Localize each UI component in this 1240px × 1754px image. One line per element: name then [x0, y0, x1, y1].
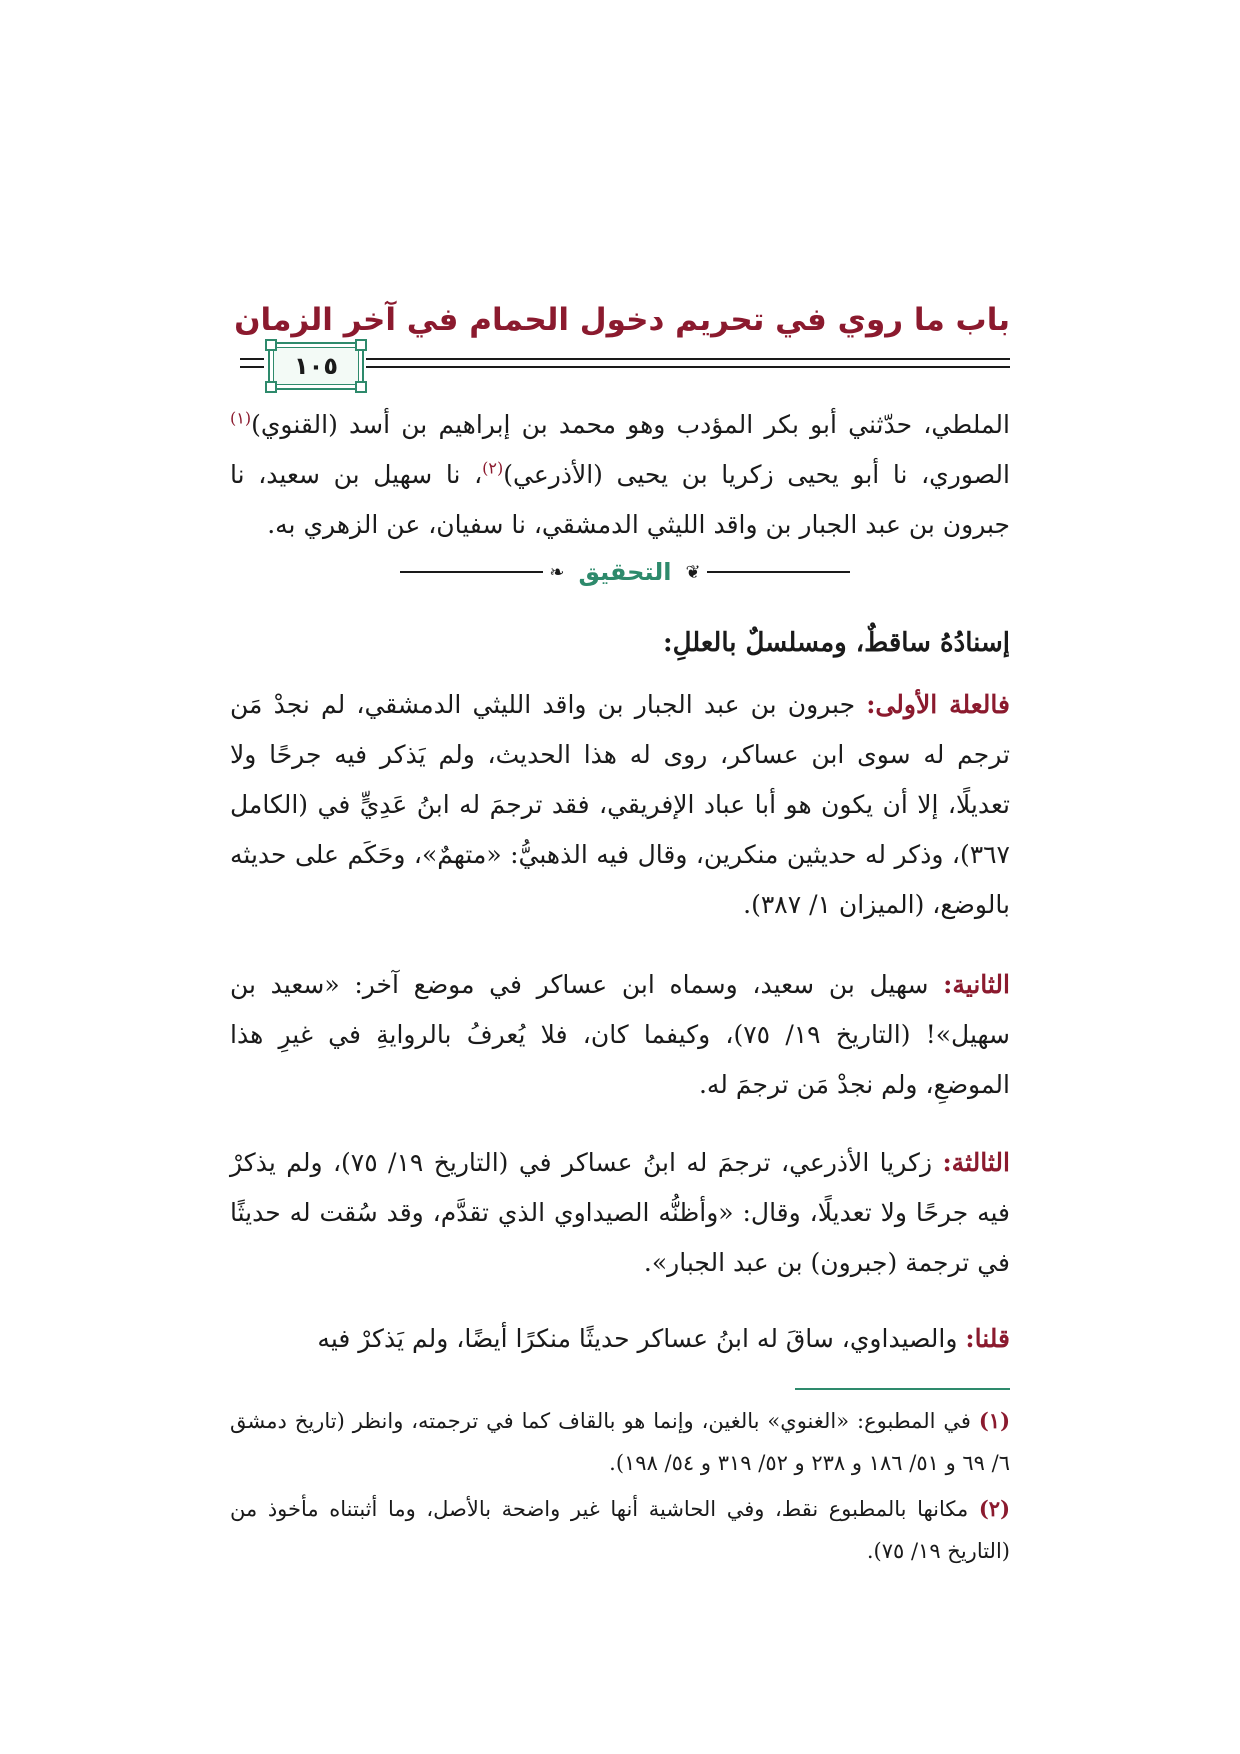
header-rule-right [366, 358, 1010, 360]
footnote-ref[interactable]: (١) [230, 408, 252, 428]
isnad-text: ، نا سهيل بن سعيد، نا جبرون بن عبد الجبار بن واقد الليثي الدمشقي، نا سفيان، عن الزهري به. [230, 460, 1010, 539]
badge-corner-ornament [355, 339, 367, 351]
footnote-item [230, 1400, 1010, 1484]
section-title: التحقيق [578, 558, 672, 586]
header-rule-left-lower [240, 366, 264, 368]
footnote-item [230, 1488, 1010, 1572]
paragraph-text: زكريا الأذرعي، ترجمَ له ابنُ عساكر في (التاريخ ١٩/ ٧٥)، ولم يذكرْ فيه جرحًا ولا تعديلًا، وقال: «وأظنُّه الصيداوي الذي تقدَّم، وقد سُقت له حديثًا في ترجمة (جبرون) بن عبد الجبار». [230, 1148, 1010, 1277]
footnote-text: في المطبوع: «الغنوي» بالغين، وإنما هو بالقاف كما في ترجمته، وانظر (تاريخ دمشق ٦/ ٦٩ و ٥١/ ١٨٦ و ٢٣٨ و ٥٢/ ٣١٩ و ٥٤/ ١٩٨). [230, 1409, 1010, 1475]
divider-line [707, 571, 850, 573]
footnotes [230, 1400, 1010, 1576]
paragraph-third-defect [230, 1138, 1010, 1288]
section-divider [400, 552, 850, 592]
paragraph-label: الثانية: [943, 970, 1010, 999]
paragraph-label: قلنا: [965, 1324, 1010, 1353]
paragraph-text: سهيل بن سعيد، وسماه ابن عساكر في موضع آخر: «سعيد بن سهيل»! (التاريخ ١٩/ ٧٥)، وكيفما كان، فلا يُعرفُ بالروايةِ في غيرِ هذا الموضعِ، ولم نجدْ مَن ترجمَ له. [230, 970, 1010, 1099]
page-header [234, 300, 1010, 390]
page-number: ١٠٥ [294, 352, 338, 380]
paragraph-label: فالعلة الأولى: [866, 690, 1010, 719]
paragraph-comment [230, 1314, 1010, 1364]
running-title: باب ما روي في تحريم دخول الحمام في آخر الزمان [234, 302, 1010, 338]
footnote-ref[interactable]: (٢) [482, 458, 504, 478]
header-rule-right-lower [366, 366, 1010, 368]
ornament-icon: ❧ [549, 561, 565, 583]
isnad-text: الملطي، حدّثني أبو بكر المؤدب وهو محمد بن إبراهيم بن أسد (القنوي) [251, 410, 1010, 439]
page-number-badge [268, 342, 364, 390]
section-heading: إسنادُهُ ساقطٌ، ومسلسلٌ بالعللِ: [662, 628, 1010, 658]
badge-corner-ornament [265, 339, 277, 351]
isnad-paragraph [230, 400, 1010, 550]
badge-corner-ornament [355, 381, 367, 393]
footnote-text: مكانها بالمطبوع نقط، وفي الحاشية أنها غير واضحة بالأصل، وما أثبتناه مأخوذ من (التاريخ ١٩/ ٧٥). [230, 1497, 1010, 1563]
paragraph-text: والصيداوي، ساقَ له ابنُ عساكر حديثًا منكرًا أيضًا، ولم يَذكرْ فيه [317, 1324, 966, 1353]
badge-corner-ornament [265, 381, 277, 393]
ornament-icon: ❦ [685, 561, 701, 583]
divider-line [400, 571, 543, 573]
paragraph-first-defect [230, 680, 1010, 930]
paragraph-text: جبرون بن عبد الجبار بن واقد الليثي الدمشقي، لم نجدْ مَن ترجم له سوى ابن عساكر، روى له هذا الحديث، ولم يَذكر فيه جرحًا ولا تعديلًا، إلا أن يكون هو أبا عباد الإفريقي، فقد ترجمَ له ابنُ عَدِيٍّ في (الكامل ٣٦٧)، وذكر له حديثين منكرين، وقال فيه الذهبيُّ: «متهمٌ»، وحَكَم على حديثه بالوضع، (الميزان ١/ ٣٨٧). [230, 690, 1010, 919]
footnote-number: (٢) [978, 1496, 1010, 1521]
footnote-number: (١) [978, 1408, 1010, 1433]
isnad-text: الصوري، نا أبو يحيى زكريا بن يحيى (الأذرعي) [503, 460, 1010, 489]
paragraph-second-defect [230, 960, 1010, 1110]
footnote-separator [795, 1388, 1010, 1390]
paragraph-label: الثالثة: [942, 1148, 1010, 1177]
header-rule-left [240, 358, 264, 360]
